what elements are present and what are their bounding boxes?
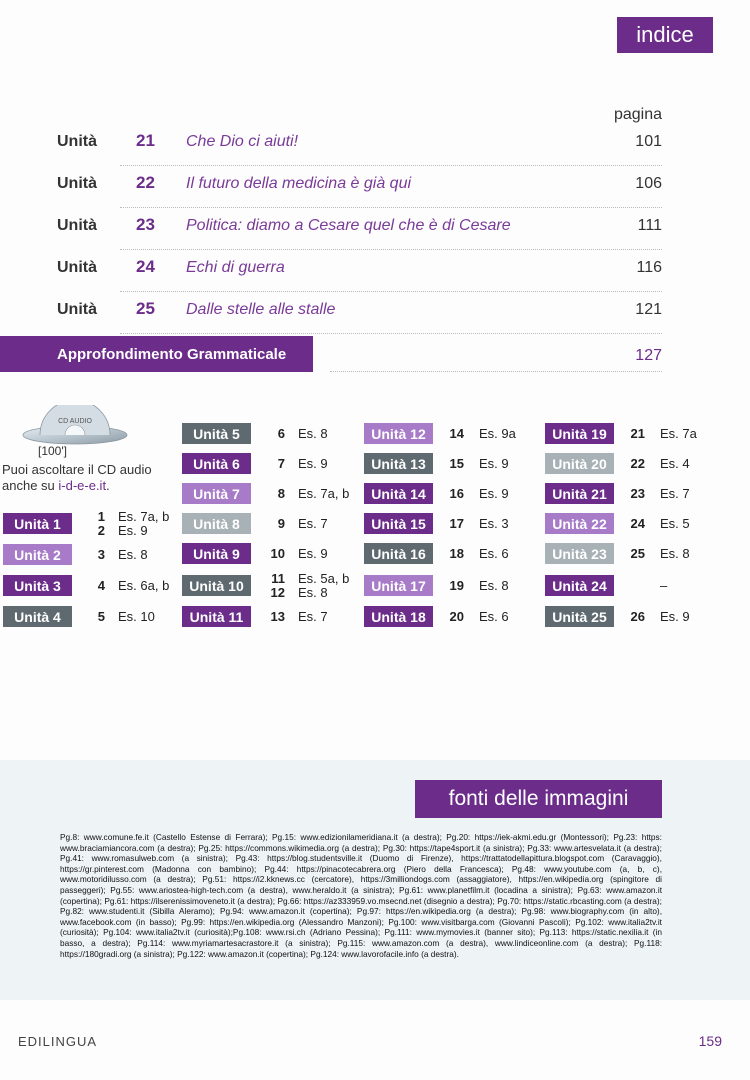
toc-leader — [120, 333, 662, 334]
page-column-header: pagina — [613, 106, 662, 123]
unit-badge[interactable]: Unità 19 — [545, 423, 614, 444]
section-tab-indice: indice — [617, 17, 713, 53]
track-number: 21 — [630, 426, 645, 441]
exercise-ref: Es. 6a, b — [118, 578, 170, 593]
track-number: 25 — [630, 546, 645, 561]
toc-unit-number: 23 — [136, 215, 155, 234]
track-number: 4 — [97, 578, 105, 593]
unit-badge[interactable]: Unità 24 — [545, 575, 614, 596]
toc-row[interactable] — [0, 250, 750, 292]
unit-badge[interactable]: Unità 21 — [545, 483, 614, 504]
unit-badge[interactable]: Unità 15 — [364, 513, 433, 534]
track-number: 19 — [449, 578, 464, 593]
exercise-ref: Es. 9 — [118, 523, 148, 538]
cd-link[interactable]: i-d-e-e.it — [58, 478, 107, 493]
unit-badge[interactable]: Unità 10 — [182, 575, 251, 596]
exercise-ref: Es. 7 — [660, 486, 690, 501]
exercise-ref: Es. 8 — [298, 585, 328, 600]
cd-note — [2, 462, 172, 494]
track-number: 5 — [97, 609, 105, 624]
track-number: 20 — [449, 609, 464, 624]
unit-badge[interactable]: Unità 9 — [182, 543, 251, 564]
toc-unit-title: Dalle stelle alle stalle — [186, 301, 336, 318]
appendix-label[interactable]: Approfondimento Grammaticale — [0, 336, 313, 372]
exercise-ref: Es. 8 — [118, 547, 148, 562]
cd-note-end: . — [106, 478, 110, 493]
toc-row[interactable] — [0, 124, 750, 166]
track-number: 24 — [630, 516, 645, 531]
exercise-ref: Es. 7a, b — [298, 486, 350, 501]
appendix-leader — [330, 371, 662, 372]
track-number: 1 — [97, 509, 105, 524]
track-number: 11 — [271, 571, 285, 586]
track-number: 26 — [630, 609, 645, 624]
track-number: 15 — [449, 456, 464, 471]
unit-badge[interactable]: Unità 12 — [364, 423, 433, 444]
track-number: 13 — [270, 609, 285, 624]
page-number: 159 — [698, 1033, 722, 1049]
track-number: 16 — [449, 486, 464, 501]
unit-badge[interactable]: Unità 2 — [3, 544, 72, 565]
toc-row[interactable] — [0, 292, 750, 334]
toc-page: 111 — [637, 217, 662, 234]
toc-unit-label: Unità — [57, 217, 97, 234]
unit-badge[interactable]: Unità 6 — [182, 453, 251, 474]
toc-unit-number: 22 — [136, 173, 155, 192]
unit-badge[interactable]: Unità 4 — [3, 606, 72, 627]
cd-note-text: Puoi ascoltare il CD audio anche su — [2, 462, 152, 493]
exercise-ref: Es. 8 — [298, 426, 328, 441]
toc-unit-label: Unità — [57, 259, 97, 276]
exercise-ref: Es. 6 — [479, 609, 509, 624]
track-number: 14 — [449, 426, 464, 441]
exercise-ref: Es. 8 — [479, 578, 509, 593]
track-number: 17 — [449, 516, 464, 531]
track-number: 8 — [277, 486, 285, 501]
unit-badge[interactable]: Unità 14 — [364, 483, 433, 504]
cd-audio-icon — [20, 405, 130, 445]
track-number: 7 — [277, 456, 285, 471]
track-number: 3 — [97, 547, 105, 562]
track-number: 22 — [630, 456, 645, 471]
track-number: 12 — [270, 585, 285, 600]
track-number: 18 — [449, 546, 464, 561]
exercise-ref: Es. 7a, b — [118, 509, 170, 524]
exercise-ref: Es. 9 — [298, 456, 328, 471]
cd-icon-text: CD AUDIO — [58, 418, 92, 425]
exercise-ref: Es. 8 — [660, 546, 690, 561]
unit-badge[interactable]: Unità 7 — [182, 483, 251, 504]
track-number: 23 — [630, 486, 645, 501]
toc-unit-number: 21 — [136, 131, 155, 150]
toc-page: 101 — [635, 133, 662, 150]
toc-row[interactable] — [0, 166, 750, 208]
exercise-ref: Es. 9 — [479, 456, 509, 471]
unit-badge[interactable]: Unità 11 — [182, 606, 251, 627]
exercise-ref: – — [660, 578, 668, 593]
toc-unit-title: Che Dio ci aiuti! — [186, 133, 299, 150]
exercise-ref: Es. 7a — [660, 426, 697, 441]
unit-badge[interactable]: Unità 5 — [182, 423, 251, 444]
exercise-ref: Es. 9 — [479, 486, 509, 501]
exercise-ref: Es. 10 — [118, 609, 155, 624]
unit-badge[interactable]: Unità 20 — [545, 453, 614, 474]
toc-page: 121 — [635, 301, 662, 318]
unit-badge[interactable]: Unità 1 — [3, 513, 72, 534]
cd-duration: [100'] — [38, 444, 67, 458]
exercise-ref: Es. 9a — [479, 426, 516, 441]
exercise-ref: Es. 4 — [660, 456, 690, 471]
exercise-ref: Es. 6 — [479, 546, 509, 561]
unit-badge[interactable]: Unità 17 — [364, 575, 433, 596]
unit-badge[interactable]: Unità 16 — [364, 543, 433, 564]
unit-badge[interactable]: Unità 3 — [3, 575, 72, 596]
toc-page: 106 — [635, 175, 662, 192]
exercise-ref: Es. 3 — [479, 516, 509, 531]
unit-badge[interactable]: Unità 13 — [364, 453, 433, 474]
exercise-ref: Es. 7 — [298, 609, 328, 624]
exercise-ref: Es. 7 — [298, 516, 328, 531]
unit-badge[interactable]: Unità 22 — [545, 513, 614, 534]
toc-unit-title: Il futuro della medicina è già qui — [186, 175, 412, 192]
exercise-ref: Es. 5a, b — [298, 571, 350, 586]
toc-unit-number: 25 — [136, 299, 155, 318]
toc-unit-number: 24 — [136, 257, 155, 276]
exercise-ref: Es. 9 — [298, 546, 328, 561]
exercise-ref: Es. 9 — [660, 609, 690, 624]
toc-page: 116 — [636, 259, 662, 276]
unit-badge[interactable]: Unità 25 — [545, 606, 614, 627]
toc-unit-label: Unità — [57, 175, 97, 192]
unit-badge[interactable]: Unità 8 — [182, 513, 251, 534]
toc-unit-title: Politica: diamo a Cesare quel che è di Cesare — [186, 217, 511, 234]
toc-row[interactable] — [0, 208, 750, 250]
track-number: 9 — [277, 516, 285, 531]
toc-unit-title: Echi di guerra — [186, 259, 285, 276]
exercise-ref: Es. 5 — [660, 516, 690, 531]
toc-unit-label: Unità — [57, 301, 97, 318]
unit-badge[interactable]: Unità 18 — [364, 606, 433, 627]
toc-unit-label: Unità — [57, 133, 97, 150]
appendix-page: 127 — [635, 347, 662, 364]
track-number: 6 — [277, 426, 285, 441]
unit-badge[interactable]: Unità 23 — [545, 543, 614, 564]
publisher-logo: EDILINGUA — [18, 1034, 98, 1049]
fonti-title: fonti delle immagini — [415, 780, 662, 818]
fonti-text: Pg.8: www.comune.fe.it (Castello Estense di Ferrara); Pg.15: www.edizionilameridiana.it (a destra); Pg.20: https://iek-akmi.edu.gr (Montessori); Pg.23: https: www.braciamiancora.com (a destra); Pg.25: https://commons.wikimedia.org (a destra); Pg.30: https://tape4sport.it (a sinistra); Pg.33: www.artesvelata.it (a destra); Pg.41: www.romasulweb.com (a sinistra); Pg.43: https://blog.studentsville.it (Duomo di Firenze), https://trattatodellapittura.blogspot.com (Caravaggio), https://gr.pinterest.com (Madonna con bambino); Pg.44: https://pinacotecabrera.org (Piero della Francesca); Pg.48: www.youtube.com (a, b, c), www.motoridilusso.com (a destra); Pg.51: https://i2.kknews.cc (cercatore), https://3milliondogs.com (assaggiatore), https://en.wikipedia.org (spingitore di passeggeri); Pg.55: www.ariostea-high-tech.com (a destra), www.heraldo.it (a sinistra); Pg.61: www.planetfilm.it (locadina a sinistra); Pg.63: www.amazon.it (copertina); Pg.61: https://ilserenissimoveneto.it (a destra); Pg.66: https://az333959.vo.msecnd.net (disegnio a destra); Pg.70: https://static.rbcasting.com (a destra); Pg.82: www.studenti.it (Sibilla Aleramo); Pg.94: www.amazon.it (copertina); Pg.97: https://en.wikipedia.org (a destra); Pg.98: www.biography.com (in alto), www.facebook.com (in basso); Pg.99: https://en.wikipedia.org (Alessandro Manzoni); Pg.100: www.visitbarga.com (Giovanni Pascoli); Pg.102: www.italia2tv.it (curiosità); Pg.104: www.italia2tv.it (curiosità);Pg.108: www.rsi.ch (Adriano Pessina); Pg.111: www.mymovies.it (banner sito); Pg.113: https://static.nexilia.it (in basso, a destra); Pg.114: www.myriamartesacrastore.it (a sinistra); Pg.115: www.amazon.com (a destra), www.lindiceonline.com (a destra); Pg.118: https://180gradi.org (a sinistra); Pg.122: www.amazon.it (copertina); Pg.124: www.lavorofacile.info (a destra). — [60, 832, 662, 959]
track-number: 10 — [270, 546, 285, 561]
track-number: 2 — [97, 523, 105, 538]
